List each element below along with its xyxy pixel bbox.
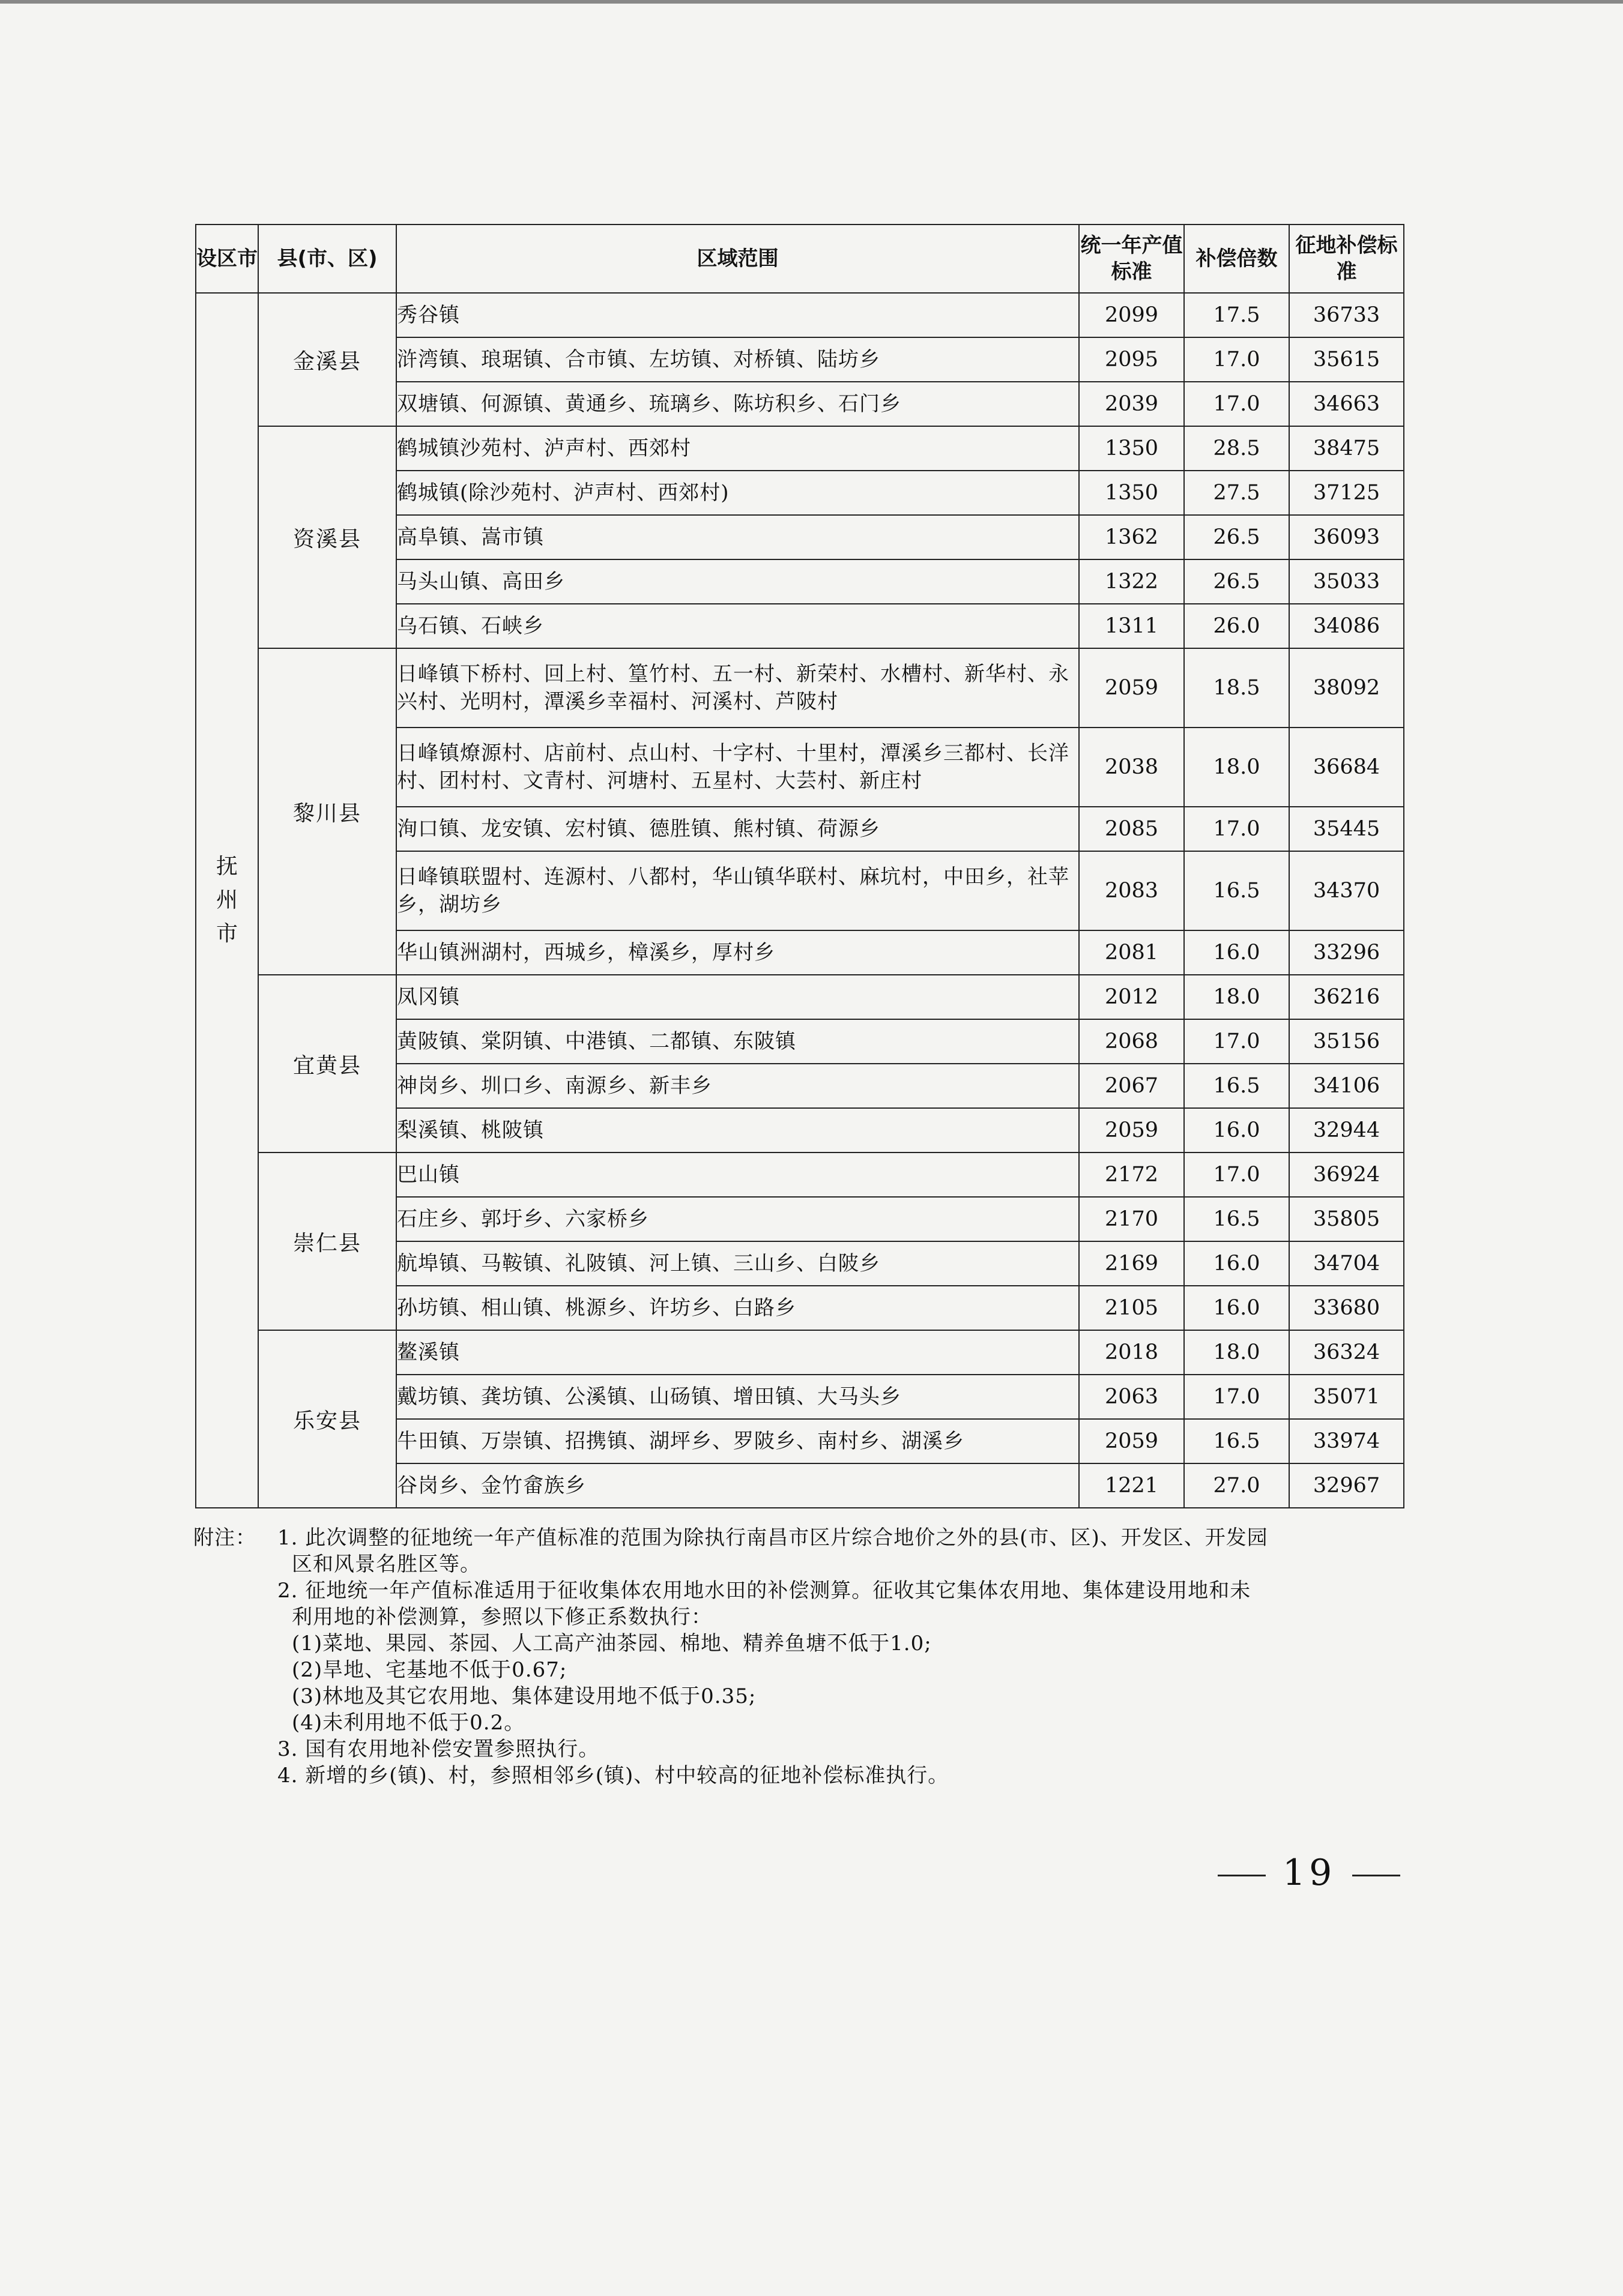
- multiple-cell: 18.0: [1184, 728, 1289, 807]
- note-1-text: 1. 此次调整的征地统一年产值标准的范围为除执行南昌市区片综合地价之外的县(市、区)、开发区、开发园: [277, 1526, 1268, 1550]
- value-standard-cell: 1311: [1079, 604, 1184, 648]
- value-standard-cell: 2063: [1079, 1375, 1184, 1419]
- multiple-cell: 18.0: [1184, 975, 1289, 1019]
- area-cell: 戴坊镇、龚坊镇、公溪镇、山砀镇、增田镇、大马头乡: [396, 1375, 1079, 1419]
- area-cell: 马头山镇、高田乡: [396, 559, 1079, 604]
- county-cell: 资溪县: [258, 426, 396, 648]
- area-cell: 巴山镇: [396, 1153, 1079, 1197]
- area-cell: 牛田镇、万崇镇、招携镇、湖坪乡、罗陂乡、南村乡、湖溪乡: [396, 1419, 1079, 1463]
- multiple-cell: 16.0: [1184, 930, 1289, 975]
- value-standard-cell: 2083: [1079, 851, 1184, 930]
- value-standard-cell: 2068: [1079, 1019, 1184, 1064]
- note-1-line-1: [193, 1525, 1412, 1551]
- notes-label: 附注：: [193, 1526, 256, 1550]
- county-cell: 乐安县: [258, 1330, 396, 1508]
- value-standard-cell: 2012: [1079, 975, 1184, 1019]
- compensation-cell: 32944: [1289, 1108, 1404, 1153]
- area-cell: 双塘镇、何源镇、黄通乡、琉璃乡、陈坊积乡、石门乡: [396, 382, 1079, 426]
- page-number: [1201, 1852, 1417, 1894]
- table-body: [196, 293, 1404, 1508]
- compensation-cell: 34086: [1289, 604, 1404, 648]
- page-number-dash-right: [1352, 1875, 1400, 1876]
- note-2-item-3: (3)林地及其它农用地、集体建设用地不低于0.35;: [292, 1684, 757, 1708]
- compensation-cell: 36216: [1289, 975, 1404, 1019]
- note-2-item-2: (2)旱地、宅基地不低于0.67;: [292, 1658, 567, 1682]
- value-standard-cell: 2105: [1079, 1286, 1184, 1330]
- area-cell: 神岗乡、圳口乡、南源乡、新丰乡: [396, 1064, 1079, 1108]
- value-standard-cell: 2085: [1079, 807, 1184, 851]
- compensation-cell: 36924: [1289, 1153, 1404, 1197]
- multiple-cell: 16.0: [1184, 1108, 1289, 1153]
- county-cell: 宜黄县: [258, 975, 396, 1153]
- area-cell: 华山镇洲湖村，西城乡，樟溪乡，厚村乡: [396, 930, 1079, 975]
- table-row: [196, 1330, 1404, 1375]
- compensation-cell: 35156: [1289, 1019, 1404, 1064]
- county-cell: 崇仁县: [258, 1153, 396, 1330]
- area-cell: 梨溪镇、桃陂镇: [396, 1108, 1079, 1153]
- note-3: 3. 国有农用地补偿安置参照执行。: [277, 1737, 600, 1761]
- multiple-cell: 16.5: [1184, 1197, 1289, 1241]
- value-standard-cell: 1350: [1079, 426, 1184, 471]
- area-cell: 航埠镇、马鞍镇、礼陂镇、河上镇、三山乡、白陂乡: [396, 1241, 1079, 1286]
- header-multiple: 补偿倍数: [1184, 224, 1289, 293]
- table-row: [196, 426, 1404, 471]
- header-county: 县(市、区): [258, 224, 396, 293]
- multiple-cell: 16.5: [1184, 1419, 1289, 1463]
- compensation-cell: 34370: [1289, 851, 1404, 930]
- value-standard-cell: 2059: [1079, 1108, 1184, 1153]
- area-cell: 高阜镇、嵩市镇: [396, 515, 1079, 559]
- value-standard-cell: 2067: [1079, 1064, 1184, 1108]
- value-standard-cell: 2095: [1079, 337, 1184, 382]
- multiple-cell: 17.0: [1184, 337, 1289, 382]
- area-cell: 凤冈镇: [396, 975, 1079, 1019]
- value-standard-cell: 2172: [1079, 1153, 1184, 1197]
- multiple-cell: 17.0: [1184, 1375, 1289, 1419]
- compensation-cell: 33680: [1289, 1286, 1404, 1330]
- value-standard-cell: 2169: [1079, 1241, 1184, 1286]
- table-header-row: [196, 224, 1404, 293]
- multiple-cell: 18.0: [1184, 1330, 1289, 1375]
- multiple-cell: 16.5: [1184, 851, 1289, 930]
- value-standard-cell: 2038: [1079, 728, 1184, 807]
- county-cell: 黎川县: [258, 648, 396, 975]
- value-standard-cell: 2059: [1079, 648, 1184, 728]
- compensation-cell: 36324: [1289, 1330, 1404, 1375]
- compensation-cell: 35805: [1289, 1197, 1404, 1241]
- value-standard-cell: 2081: [1079, 930, 1184, 975]
- multiple-cell: 26.0: [1184, 604, 1289, 648]
- compensation-cell: 35445: [1289, 807, 1404, 851]
- note-4: 4. 新增的乡(镇)、村，参照相邻乡(镇)、村中较高的征地补偿标准执行。: [277, 1764, 949, 1788]
- value-standard-cell: 2170: [1079, 1197, 1184, 1241]
- compensation-cell: 37125: [1289, 471, 1404, 515]
- page-top-edge: [0, 0, 1623, 4]
- compensation-cell: 36733: [1289, 293, 1404, 337]
- value-standard-cell: 2099: [1079, 293, 1184, 337]
- footnotes: [193, 1525, 1412, 1789]
- note-1-line-2: 区和风景名胜区等。: [292, 1552, 481, 1576]
- multiple-cell: 18.5: [1184, 648, 1289, 728]
- table-row: [196, 648, 1404, 728]
- multiple-cell: 17.0: [1184, 807, 1289, 851]
- header-compensation-standard: 征地补偿标准: [1289, 224, 1404, 293]
- page-number-text: 19: [1283, 1852, 1336, 1894]
- compensation-cell: 38092: [1289, 648, 1404, 728]
- compensation-cell: 35615: [1289, 337, 1404, 382]
- area-cell: 孙坊镇、相山镇、桃源乡、许坊乡、白路乡: [396, 1286, 1079, 1330]
- multiple-cell: 17.5: [1184, 293, 1289, 337]
- compensation-cell: 38475: [1289, 426, 1404, 471]
- area-cell: 谷岗乡、金竹畲族乡: [396, 1463, 1079, 1508]
- city-cell: [196, 293, 258, 1508]
- multiple-cell: 17.0: [1184, 382, 1289, 426]
- multiple-cell: 27.0: [1184, 1463, 1289, 1508]
- note-2-item-1: (1)菜地、果园、茶园、人工高产油茶园、棉地、精养鱼塘不低于1.0;: [292, 1632, 932, 1656]
- area-cell: 秀谷镇: [396, 293, 1079, 337]
- area-cell: 黄陂镇、棠阴镇、中港镇、二都镇、东陂镇: [396, 1019, 1079, 1064]
- multiple-cell: 26.5: [1184, 515, 1289, 559]
- header-value-standard: 统一年产值标准: [1079, 224, 1184, 293]
- compensation-cell: 34106: [1289, 1064, 1404, 1108]
- value-standard-cell: 1362: [1079, 515, 1184, 559]
- value-standard-cell: 1322: [1079, 559, 1184, 604]
- value-standard-cell: 1221: [1079, 1463, 1184, 1508]
- area-cell: 日峰镇下桥村、回上村、篁竹村、五一村、新荣村、水槽村、新华村、永兴村、光明村，潭溪乡幸福村、河溪村、芦陂村: [396, 648, 1079, 728]
- multiple-cell: 16.0: [1184, 1241, 1289, 1286]
- area-cell: 洵口镇、龙安镇、宏村镇、德胜镇、熊村镇、荷源乡: [396, 807, 1079, 851]
- area-cell: 鳌溪镇: [396, 1330, 1079, 1375]
- table-row: [196, 1153, 1404, 1197]
- compensation-cell: 36684: [1289, 728, 1404, 807]
- page-number-dash-left: [1218, 1875, 1266, 1876]
- area-cell: 日峰镇燎源村、店前村、点山村、十字村、十里村，潭溪乡三都村、长洋村、团村村、文青村、河塘村、五星村、大芸村、新庄村: [396, 728, 1079, 807]
- value-standard-cell: 2039: [1079, 382, 1184, 426]
- area-cell: 鹤城镇沙苑村、泸声村、西郊村: [396, 426, 1079, 471]
- compensation-cell: 35071: [1289, 1375, 1404, 1419]
- land-compensation-table: [195, 224, 1404, 1508]
- compensation-cell: 35033: [1289, 559, 1404, 604]
- multiple-cell: 16.0: [1184, 1286, 1289, 1330]
- compensation-cell: 34663: [1289, 382, 1404, 426]
- area-cell: 鹤城镇(除沙苑村、泸声村、西郊村): [396, 471, 1079, 515]
- table-row: [196, 975, 1404, 1019]
- compensation-cell: 34704: [1289, 1241, 1404, 1286]
- header-area: 区域范围: [396, 224, 1079, 293]
- area-cell: 乌石镇、石峡乡: [396, 604, 1079, 648]
- multiple-cell: 27.5: [1184, 471, 1289, 515]
- multiple-cell: 17.0: [1184, 1019, 1289, 1064]
- value-standard-cell: 2059: [1079, 1419, 1184, 1463]
- note-2-item-4: (4)未利用地不低于0.2。: [292, 1711, 525, 1735]
- area-cell: 石庄乡、郭圩乡、六家桥乡: [396, 1197, 1079, 1241]
- multiple-cell: 26.5: [1184, 559, 1289, 604]
- table-row: [196, 293, 1404, 337]
- multiple-cell: 28.5: [1184, 426, 1289, 471]
- value-standard-cell: 1350: [1079, 471, 1184, 515]
- header-city: 设区市: [196, 224, 258, 293]
- note-2-line-2: 利用地的补偿测算，参照以下修正系数执行：: [292, 1605, 712, 1629]
- compensation-cell: 36093: [1289, 515, 1404, 559]
- multiple-cell: 17.0: [1184, 1153, 1289, 1197]
- area-cell: 日峰镇联盟村、连源村、八都村，华山镇华联村、麻坑村，中田乡，社苹乡，湖坊乡: [396, 851, 1079, 930]
- county-cell: 金溪县: [258, 293, 396, 426]
- note-2-line-1: 2. 征地统一年产值标准适用于征收集体农用地水田的补偿测算。征收其它集体农用地、集体建设用地和未: [277, 1579, 1251, 1603]
- multiple-cell: 16.5: [1184, 1064, 1289, 1108]
- value-standard-cell: 2018: [1079, 1330, 1184, 1375]
- area-cell: 浒湾镇、琅琚镇、合市镇、左坊镇、对桥镇、陆坊乡: [396, 337, 1079, 382]
- city-name: 抚州市: [216, 854, 238, 946]
- compensation-cell: 33974: [1289, 1419, 1404, 1463]
- compensation-cell: 32967: [1289, 1463, 1404, 1508]
- compensation-cell: 33296: [1289, 930, 1404, 975]
